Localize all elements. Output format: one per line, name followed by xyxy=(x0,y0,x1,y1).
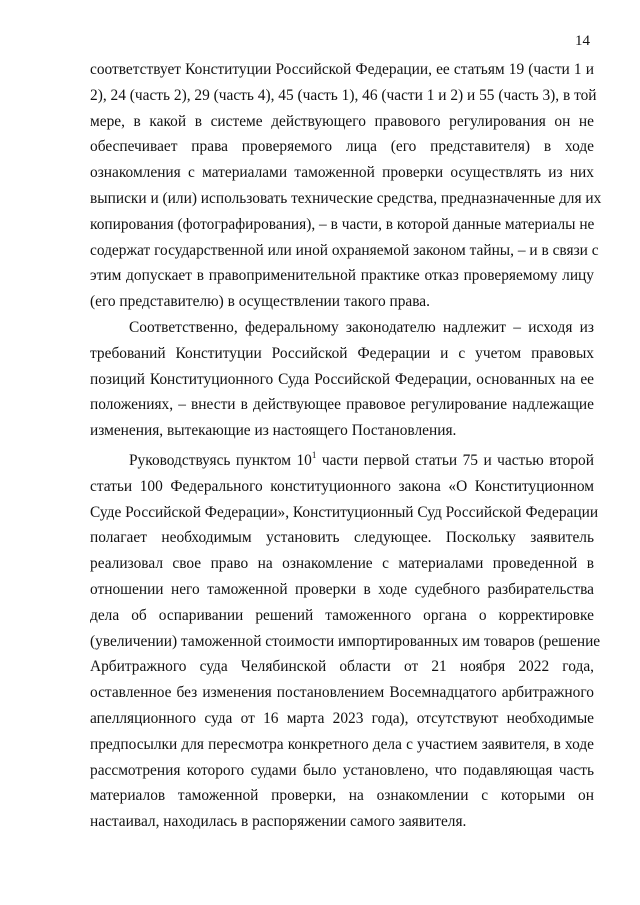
text-line: содержат государственной или иной охраняемой законом тайны, – и в связи с xyxy=(90,241,599,259)
text-line: изменения, вытекающие из настоящего Постановления. xyxy=(90,422,457,440)
text-line: позиций Конституционного Суда Российской Федерации, основанных на ее xyxy=(90,370,594,388)
text-line: полагает необходимым установить следующее. Поскольку заявитель xyxy=(90,529,594,547)
text-line: материалов таможенной проверки, на ознакомлении с которыми он xyxy=(90,787,594,805)
text-line: отношении него таможенной проверки в ходе судебного разбирательства xyxy=(90,580,594,598)
text-line: ознакомления с материалами таможенной проверки осуществлять из них xyxy=(90,164,594,182)
text-line xyxy=(90,448,594,474)
text-line: выписки и (или) использовать технические средства, предназначенные для их xyxy=(90,189,602,207)
page-number: 14 xyxy=(575,33,590,49)
text-line: Арбитражного суда Челябинской области от 21 ноября 2022 года, xyxy=(90,658,594,676)
text-line: обеспечивает права проверяемого лица (его представителя) в ходе xyxy=(90,138,594,156)
text-line: (увеличении) таможенной стоимости импортированных им товаров (решение xyxy=(90,632,601,650)
paragraph-1 xyxy=(90,57,602,315)
superscript: 1 xyxy=(311,450,317,460)
text-line: положениях, – внести в действующее правовое регулирование надлежащие xyxy=(90,396,594,414)
text-line: оставленное без изменения постановлением Восемнадцатого арбитражного xyxy=(90,684,594,702)
text-line: (его представителю) в осуществлении такого права. xyxy=(90,293,430,311)
text-line: мере, в какой в системе действующего правового регулирования он не xyxy=(90,112,594,130)
text-segment: части первой статьи 75 и частью второй xyxy=(316,452,594,469)
paragraph-3 xyxy=(90,448,601,835)
text-line: 2), 24 (часть 2), 29 (часть 4), 45 (часть 1), 46 (части 1 и 2) и 55 (часть 3), в той xyxy=(90,86,597,104)
text-line: этим допускает в правоприменительной практике отказ проверяемому лицу xyxy=(90,267,594,285)
text-line: Суде Российской Федерации», Конституционный Суд Российской Федерации xyxy=(90,503,599,521)
text-line: соответствует Конституции Российской Федерации, ее статьям 19 (части 1 и xyxy=(90,61,594,78)
text-line: требований Конституции Российской Федерации и с учетом правовых xyxy=(90,344,594,362)
paragraph-2 xyxy=(90,315,594,444)
text-segment: Руководствуясь пунктом 10 xyxy=(129,452,312,469)
text-line: апелляционного суда от 16 марта 2023 года), отсутствуют необходимые xyxy=(90,709,594,727)
text-line: копирования (фотографирования), – в части, в которой данные материалы не xyxy=(90,215,595,233)
text-line: статьи 100 Федерального конституционного закона «О Конституционном xyxy=(90,477,594,495)
text-line: предпосылки для пересмотра конкретного дела с участием заявителя, в ходе xyxy=(90,735,594,753)
text-line: реализовал свое право на ознакомление с материалами проведенной в xyxy=(90,555,594,573)
text-line: дела об оспаривании решений таможенного органа о корректировке xyxy=(90,606,594,624)
text-line: настаивал, находилась в распоряжении самого заявителя. xyxy=(90,813,467,831)
text-line: Соответственно, федеральному законодателю надлежит – исходя из xyxy=(129,319,594,336)
text-line: рассмотрения которого судами было установлено, что подавляющая часть xyxy=(90,761,594,779)
